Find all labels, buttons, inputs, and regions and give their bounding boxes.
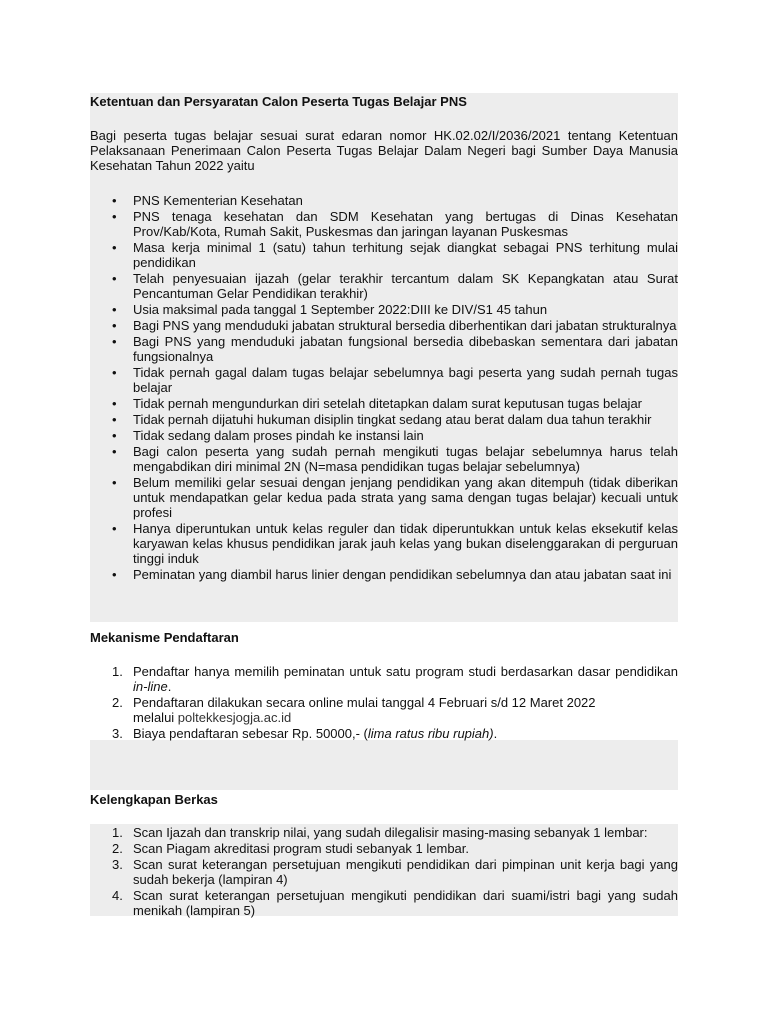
bullet-icon: • bbox=[112, 334, 117, 349]
bullet-icon: • bbox=[112, 475, 117, 490]
list-item bbox=[90, 695, 678, 725]
bullet-icon: • bbox=[112, 444, 117, 459]
bullet-icon: • bbox=[112, 240, 117, 255]
requirements-list bbox=[90, 193, 678, 583]
list-number: 2. bbox=[112, 695, 123, 710]
list-text: Hanya diperuntukan untuk kelas reguler dan tidak diperuntukkan untuk kelas eksekutif kelas karyawan kelas khusus pendidikan jarak jauh kelas yang bukan diselenggarakan di perguruan tinggi induk bbox=[133, 521, 678, 566]
section1-tail-background bbox=[90, 578, 678, 622]
website-link[interactable]: poltekkesjogja.ac.id bbox=[177, 710, 292, 725]
bullet-icon: • bbox=[112, 428, 117, 443]
list-text: PNS Kementerian Kesehatan bbox=[133, 193, 303, 208]
list-item bbox=[90, 412, 678, 427]
list-item bbox=[90, 334, 678, 364]
list-item bbox=[90, 318, 678, 333]
list-item bbox=[90, 302, 678, 317]
bullet-icon: • bbox=[112, 302, 117, 317]
section1-title: Ketentuan dan Persyaratan Calon Peserta Tugas Belajar PNS bbox=[90, 94, 467, 109]
list-italic-text: in-line bbox=[133, 679, 168, 694]
bullet-icon: • bbox=[112, 193, 117, 208]
list-item bbox=[90, 888, 678, 918]
list-text: Tidak sedang dalam proses pindah ke instansi lain bbox=[133, 428, 424, 443]
bullet-icon: • bbox=[112, 412, 117, 427]
list-item bbox=[90, 396, 678, 411]
list-text-suffix: . bbox=[493, 726, 498, 741]
list-item bbox=[90, 444, 678, 474]
bullet-icon: • bbox=[112, 521, 117, 536]
list-item bbox=[90, 567, 678, 582]
list-item bbox=[90, 726, 678, 741]
bullet-icon: • bbox=[112, 567, 117, 582]
registration-list bbox=[90, 664, 678, 742]
list-text: Scan Ijazah dan transkrip nilai, yang sudah dilegalisir masing-masing sebanyak 1 lembar: bbox=[133, 825, 648, 840]
list-item bbox=[90, 841, 678, 856]
list-text: Masa kerja minimal 1 (satu) tahun terhitung sejak diangkat sebagai PNS terhitung mulai pendidikan bbox=[133, 240, 678, 270]
list-number: 1. bbox=[112, 664, 123, 679]
bullet-icon: • bbox=[112, 271, 117, 286]
list-item bbox=[90, 365, 678, 395]
section2-tail-background bbox=[90, 740, 678, 790]
list-text: PNS tenaga kesehatan dan SDM Kesehatan yang bertugas di Dinas Kesehatan Prov/Kab/Kota, Rumah Sakit, Puskesmas dan jaringan layanan Puskesmas bbox=[133, 209, 678, 239]
list-item bbox=[90, 521, 678, 566]
list-item bbox=[90, 428, 678, 443]
list-text: Tidak pernah gagal dalam tugas belajar sebelumnya bagi peserta yang sudah pernah tugas belajar bbox=[133, 365, 678, 395]
list-item bbox=[90, 271, 678, 301]
list-text: Tidak pernah mengundurkan diri setelah ditetapkan dalam surat keputusan tugas belajar bbox=[133, 396, 643, 411]
list-item bbox=[90, 193, 678, 208]
list-text: Bagi PNS yang menduduki jabatan struktural bersedia diberhentikan dari jabatan strukturalnya bbox=[133, 318, 677, 333]
list-number: 3. bbox=[112, 726, 123, 741]
list-text-prefix: melalui bbox=[133, 710, 178, 725]
section2-title: Mekanisme Pendaftaran bbox=[90, 630, 239, 645]
list-text: Pendaftar hanya memilih peminatan untuk satu program studi berdasarkan dasar pendidikan bbox=[133, 664, 678, 679]
list-text: Biaya pendaftaran sebesar Rp. 50000,- ( bbox=[133, 726, 368, 741]
list-text: Scan surat keterangan persetujuan mengikuti pendidikan dari suami/istri bagi yang sudah menikah (lampiran 5) bbox=[133, 888, 678, 918]
section1-intro: Bagi peserta tugas belajar sesuai surat edaran nomor HK.02.02/I/2036/2021 tentang Ketentuan Pelaksanaan Penerimaan Calon Peserta Tugas Belajar Dalam Negeri bagi Sumber Daya Manusia Kesehatan Tahun 2022 yaitu bbox=[90, 128, 678, 173]
list-number: 1. bbox=[112, 825, 123, 840]
list-text: Scan surat keterangan persetujuan mengikuti pendidikan dari pimpinan unit kerja bagi yang sudah bekerja (lampiran 4) bbox=[133, 857, 678, 887]
list-text: Bagi PNS yang menduduki jabatan fungsional bersedia dibebaskan sementara dari jabatan fungsionalnya bbox=[133, 334, 678, 364]
list-item bbox=[90, 857, 678, 887]
list-text: Belum memiliki gelar sesuai dengan jenjang pendidikan yang akan ditempuh (tidak diberikan untuk mendapatkan gelar kedua pada strata yang sama dengan tugas belajar) kecuali untuk profesi bbox=[133, 475, 678, 520]
list-text: Telah penyesuaian ijazah (gelar terakhir tercantum dalam SK Kepangkatan atau Surat Pencantuman Gelar Pendidikan terakhir) bbox=[133, 271, 678, 301]
bullet-icon: • bbox=[112, 365, 117, 380]
list-text-suffix: . bbox=[167, 679, 172, 694]
bullet-icon: • bbox=[112, 318, 117, 333]
list-item bbox=[90, 475, 678, 520]
list-item bbox=[90, 825, 678, 840]
section3-title: Kelengkapan Berkas bbox=[90, 792, 218, 807]
bullet-icon: • bbox=[112, 396, 117, 411]
list-item bbox=[90, 664, 678, 694]
list-text: Pendaftaran dilakukan secara online mulai tanggal 4 Februari s/d 12 Maret 2022 bbox=[133, 695, 596, 710]
list-item bbox=[90, 209, 678, 239]
list-text: Tidak pernah dijatuhi hukuman disiplin tingkat sedang atau berat dalam dua tahun terakhir bbox=[133, 412, 652, 427]
list-number: 3. bbox=[112, 857, 123, 872]
list-text: Usia maksimal pada tanggal 1 September 2022:DIII ke DIV/S1 45 tahun bbox=[133, 302, 548, 317]
bullet-icon: • bbox=[112, 209, 117, 224]
list-number: 4. bbox=[112, 888, 123, 903]
list-item bbox=[90, 240, 678, 270]
documents-list bbox=[90, 825, 678, 919]
list-text: Peminatan yang diambil harus linier dengan pendidikan sebelumnya dan atau jabatan saat ini bbox=[133, 567, 672, 582]
list-number: 2. bbox=[112, 841, 123, 856]
list-text: Scan Piagam akreditasi program studi sebanyak 1 lembar. bbox=[133, 841, 470, 856]
list-text: Bagi calon peserta yang sudah pernah mengikuti tugas belajar sebelumnya harus telah mengabdikan diri minimal 2N (N=masa pendidikan tugas belajar sebelumnya) bbox=[133, 444, 678, 474]
list-italic-text: lima ratus ribu rupiah) bbox=[367, 726, 494, 741]
